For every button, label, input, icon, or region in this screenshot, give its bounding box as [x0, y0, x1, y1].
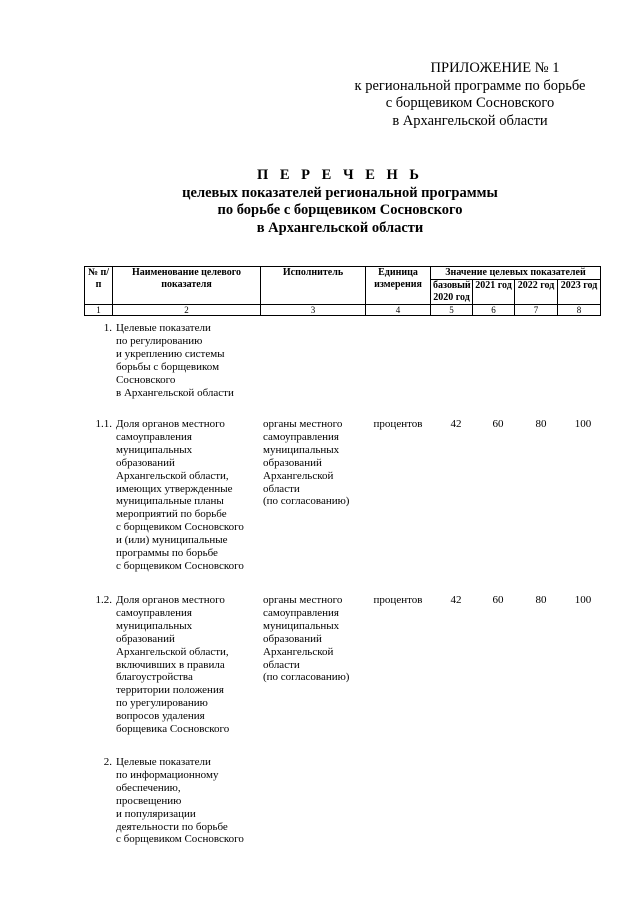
- header-year: базовый 2020 год: [431, 280, 473, 305]
- row-executor-line: самоуправления: [263, 430, 339, 443]
- row-indicator-name-line: Архангельской области,: [116, 645, 229, 658]
- row-indicator-name-line: самоуправления: [116, 606, 192, 619]
- row-indicator-name-line: борьбы с борщевиком: [116, 360, 220, 373]
- row-value: 80: [535, 418, 547, 430]
- row-number: 1.1.: [95, 418, 112, 430]
- row-value: 60: [492, 418, 504, 430]
- row-executor-line: области: [263, 482, 300, 495]
- row-number: 1.: [103, 322, 112, 334]
- row-executor-line: образований: [263, 632, 322, 645]
- row-indicator-name-line: с борщевиком Сосновского: [116, 833, 244, 846]
- row-executor-line: муниципальных: [263, 619, 340, 632]
- heading-line: в Архангельской области: [256, 219, 424, 236]
- col-number: 4: [366, 305, 431, 316]
- header-year: 2021 год: [473, 280, 515, 305]
- row-executor-line: органы местного: [263, 594, 343, 606]
- appendix-line: с борщевиком Сосновского: [385, 95, 555, 111]
- col-number: 5: [431, 305, 473, 316]
- row-unit: процентов: [373, 594, 423, 606]
- row-value: 42: [450, 418, 462, 430]
- row-indicator-name-line: образований: [116, 456, 175, 469]
- row-executor-line: Архангельской: [263, 469, 334, 482]
- document-heading: [80, 167, 600, 237]
- heading-title: П Е Р Е Ч Е Н Ь: [256, 167, 424, 183]
- indicators-table-header: [84, 266, 601, 316]
- col-number: 8: [558, 305, 601, 316]
- row-value: 100: [574, 418, 592, 430]
- row-indicator-name-line: Сосновского: [116, 373, 176, 386]
- row-indicator-name-line: программы по борьбе: [116, 547, 218, 560]
- header-name: Наименование целевого показателя: [113, 267, 261, 305]
- heading-line: целевых показателей региональной программы: [182, 184, 498, 201]
- row-indicator-name-line: с борщевиком Сосновского: [116, 521, 244, 534]
- col-number: 1: [85, 305, 113, 316]
- col-number: 3: [261, 305, 366, 316]
- row-value: 42: [450, 594, 462, 606]
- row-indicator-name-line: Целевые показатели: [116, 322, 211, 334]
- row-indicator-name-line: благоустройства: [116, 671, 193, 684]
- row-indicator-name-line: образований: [116, 632, 175, 645]
- header-year: 2022 год: [515, 280, 558, 305]
- row-executor-line: образований: [263, 456, 322, 469]
- row-indicator-name: [116, 594, 261, 736]
- row-value: 100: [574, 594, 592, 606]
- row-indicator-name-line: муниципальные планы: [116, 495, 224, 508]
- row-indicator-name: [116, 322, 261, 399]
- row-indicator-name-line: борщевика Сосновского: [116, 723, 230, 736]
- row-number: 2.: [103, 756, 112, 768]
- row-indicator-name-line: муниципальных: [116, 443, 193, 456]
- header-unit: Единица измерения: [366, 267, 431, 305]
- row-indicator-name-line: мероприятий по борьбе: [116, 508, 227, 521]
- row-indicator-name-line: Целевые показатели: [116, 756, 211, 768]
- row-indicator-name-line: и укреплению системы: [116, 347, 225, 360]
- heading-line: по борьбе с борщевиком Сосновского: [217, 202, 463, 218]
- row-indicator-name-line: с борщевиком Сосновского: [116, 559, 244, 572]
- row-indicator-name-line: и популяризации: [116, 807, 196, 820]
- col-number: 2: [113, 305, 261, 316]
- row-indicator-name-line: имеющих утвержденные: [116, 482, 233, 495]
- row-indicator-name-line: обеспечению,: [116, 781, 181, 794]
- row-unit: процентов: [373, 418, 423, 430]
- appendix-line: к региональной программе по борьбе: [354, 77, 586, 94]
- appendix-title: ПРИЛОЖЕНИЕ № 1: [430, 60, 560, 76]
- row-indicator-name-line: территории положения: [116, 684, 224, 697]
- header-executor: Исполнитель: [261, 267, 366, 305]
- header-year: 2023 год: [558, 280, 601, 305]
- col-number: 7: [515, 305, 558, 316]
- row-indicator-name-line: самоуправления: [116, 430, 192, 443]
- row-indicator-name: [116, 756, 261, 846]
- row-executor-line: самоуправления: [263, 606, 339, 619]
- row-indicator-name-line: в Архангельской области: [116, 386, 234, 399]
- row-indicator-name-line: вопросов удаления: [116, 710, 205, 723]
- row-number: 1.2.: [95, 594, 112, 606]
- row-indicator-name-line: включивших в правила: [116, 658, 225, 671]
- row-indicator-name-line: по регулированию: [116, 334, 203, 347]
- row-indicator-name-line: Архангельской области,: [116, 469, 229, 482]
- row-indicator-name-line: Доля органов местного: [116, 418, 225, 430]
- col-number: 6: [473, 305, 515, 316]
- row-indicator-name-line: и (или) муниципальные: [116, 534, 228, 547]
- header-num: № п/п: [85, 267, 113, 305]
- row-executor-line: (по согласованию): [263, 671, 350, 684]
- row-indicator-name-line: деятельности по борьбе: [116, 820, 228, 833]
- row-executor: [263, 594, 367, 684]
- row-executor-line: муниципальных: [263, 443, 340, 456]
- row-executor-line: области: [263, 658, 300, 671]
- row-indicator-name-line: по информационному: [116, 768, 219, 781]
- row-indicator-name-line: по урегулированию: [116, 697, 208, 710]
- row-executor-line: органы местного: [263, 418, 343, 430]
- appendix-block: [340, 60, 600, 130]
- appendix-line: в Архангельской области: [392, 112, 548, 129]
- row-executor-line: (по согласованию): [263, 495, 350, 508]
- row-value: 80: [535, 594, 547, 606]
- row-indicator-name-line: Доля органов местного: [116, 594, 225, 606]
- row-executor: [263, 418, 367, 508]
- header-values-group: Значение целевых показателей: [431, 267, 601, 280]
- row-indicator-name-line: просвещению: [116, 794, 182, 807]
- row-value: 60: [492, 594, 504, 606]
- row-indicator-name-line: муниципальных: [116, 619, 193, 632]
- row-executor-line: Архангельской: [263, 645, 334, 658]
- row-indicator-name: [116, 418, 261, 573]
